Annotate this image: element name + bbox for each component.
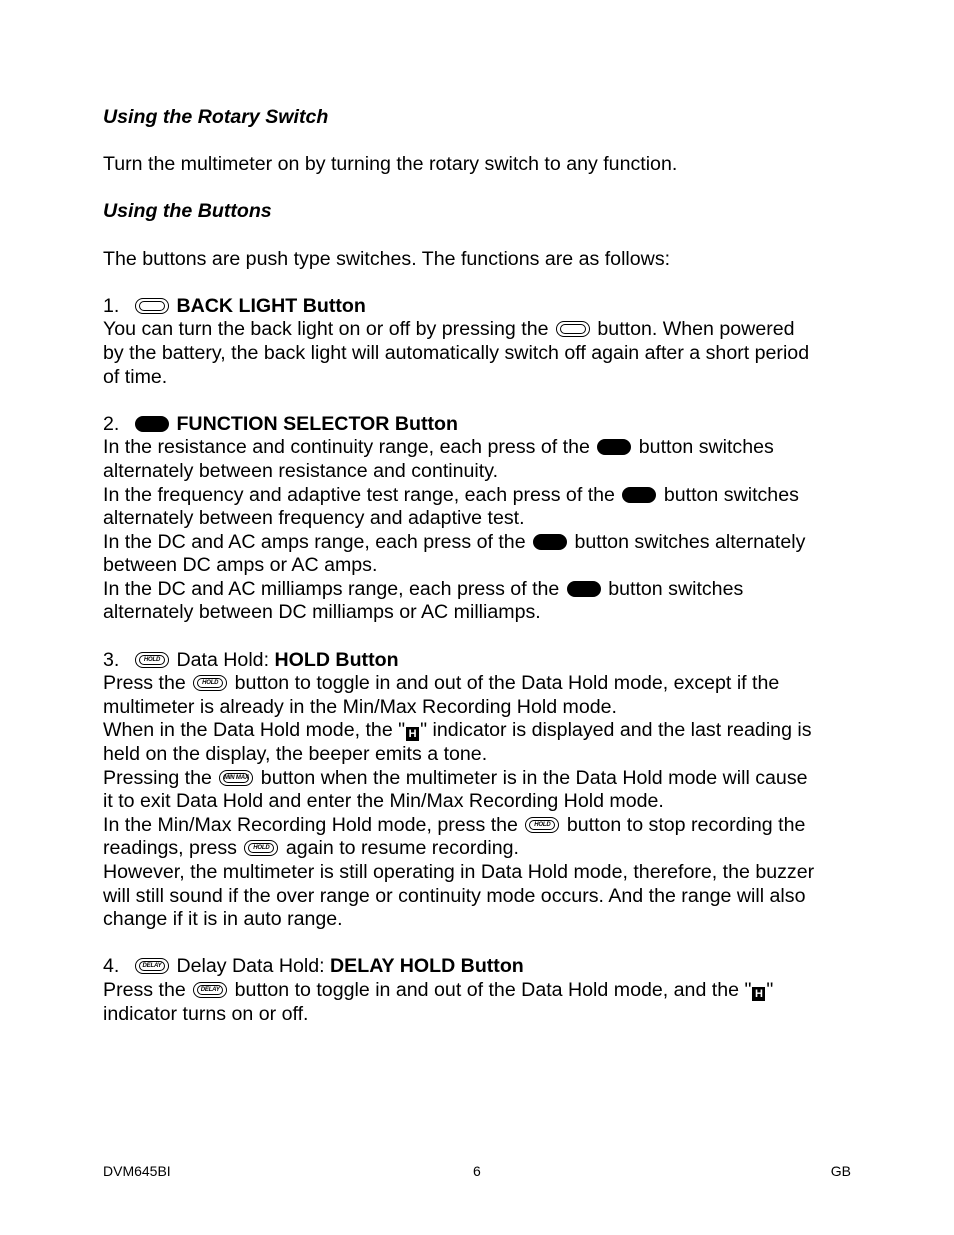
item-3-line-2: multimeter is already in the Min/Max Recording Hold mode.: [103, 695, 618, 718]
item-number: 4.: [103, 955, 120, 978]
item-3-line-7: In the Min/Max Recording Hold mode, press the HOLD button to stop recording the: [103, 813, 806, 836]
function-button-icon: [135, 416, 169, 432]
item-2-line-6: between DC amps or AC amps.: [103, 554, 378, 577]
backlight-button-icon: [135, 298, 169, 314]
page-content: [103, 106, 855, 1026]
item-3-line-8: readings, press HOLD again to resume recording.: [103, 837, 519, 860]
footer-page-number: 6: [473, 1163, 481, 1179]
item-2-line-8: alternately between DC milliamps or AC milliamps.: [103, 601, 541, 624]
item-3-title: [103, 649, 855, 673]
item-2-line-4: alternately between frequency and adaptive test.: [103, 507, 525, 530]
function-button-icon: [567, 581, 601, 597]
item-3-line-4: held on the display, the beeper emits a tone.: [103, 743, 488, 766]
item-2-line-5: In the DC and AC amps range, each press of the button switches alternately: [103, 530, 806, 553]
hold-indicator-icon: H: [406, 727, 419, 741]
item-2-line-7: In the DC and AC milliamps range, each press of the button switches: [103, 577, 744, 600]
footer-model: DVM645BI: [103, 1163, 171, 1179]
item-1-line-1: You can turn the back light on or off by pressing the button. When powered: [103, 318, 795, 341]
item-title-plain: Data Hold:: [176, 648, 275, 671]
buttons-intro: The buttons are push type switches. The functions are as follows:: [103, 247, 671, 270]
function-button-icon: [533, 534, 567, 550]
hold-indicator-icon: H: [752, 987, 765, 1001]
item-2-line-3: In the frequency and adaptive test range, each press of the button switches: [103, 483, 799, 506]
item-1-title: [103, 295, 855, 319]
hold-button-icon: HOLD: [244, 840, 278, 856]
hold-button-icon: HOLD: [193, 675, 227, 691]
item-number: 1.: [103, 294, 120, 317]
item-1-line-2: by the battery, the back light will automatically switch off again after a short period: [103, 341, 810, 364]
item-title-bold: HOLD Button: [274, 648, 399, 671]
item-number: 3.: [103, 648, 120, 671]
item-3-line-5: Pressing the MIN MAX button when the multimeter is in the Data Hold mode will cause: [103, 766, 808, 789]
backlight-button-icon: [556, 321, 590, 337]
function-button-icon: [622, 487, 656, 503]
item-title-bold: DELAY HOLD Button: [330, 955, 524, 978]
item-3-line-9: However, the multimeter is still operating in Data Hold mode, therefore, the buzzer: [103, 861, 815, 883]
item-1-line-3: of time.: [103, 365, 168, 388]
function-button-icon: [597, 439, 631, 455]
item-3-line-1: Press the HOLD button to toggle in and out of the Data Hold mode, except if the: [103, 672, 780, 695]
heading-rotary-switch: Using the Rotary Switch: [103, 106, 329, 128]
rotary-switch-text: Turn the multimeter on by turning the rotary switch to any function.: [103, 153, 678, 176]
hold-button-icon: HOLD: [135, 652, 169, 668]
item-3-line-10: will still sound if the over range or continuity mode occurs. And the range will also: [103, 884, 806, 907]
item-4-line-2: indicator turns on or off.: [103, 1002, 309, 1025]
item-title-bold: BACK LIGHT Button: [176, 294, 366, 317]
item-4-title: [103, 955, 855, 979]
item-title-bold: FUNCTION SELECTOR Button: [176, 412, 458, 435]
item-number: 2.: [103, 412, 120, 435]
item-2-line-2: alternately between resistance and continuity.: [103, 459, 499, 482]
item-4-line-1: Press the DELAY button to toggle in and out of the Data Hold mode, and the " H ": [103, 978, 774, 1001]
minmax-button-icon: MIN MAX: [219, 770, 253, 786]
item-3-line-3: When in the Data Hold mode, the " H " indicator is displayed and the last reading is: [103, 719, 812, 742]
item-3-line-11: change if it is in auto range.: [103, 908, 343, 931]
heading-buttons: Using the Buttons: [103, 200, 272, 223]
item-3-line-6: it to exit Data Hold and enter the Min/Max Recording Hold mode.: [103, 790, 664, 813]
delay-hold-button-icon: DELAY: [135, 958, 169, 974]
item-2-line-1: In the resistance and continuity range, each press of the button switches: [103, 436, 774, 459]
delay-hold-button-icon: DELAY: [193, 982, 227, 998]
footer-language: GB: [830, 1163, 851, 1179]
item-title-plain: Delay Data Hold:: [176, 955, 331, 978]
hold-button-icon: HOLD: [525, 817, 559, 833]
item-2-title: [103, 413, 855, 437]
